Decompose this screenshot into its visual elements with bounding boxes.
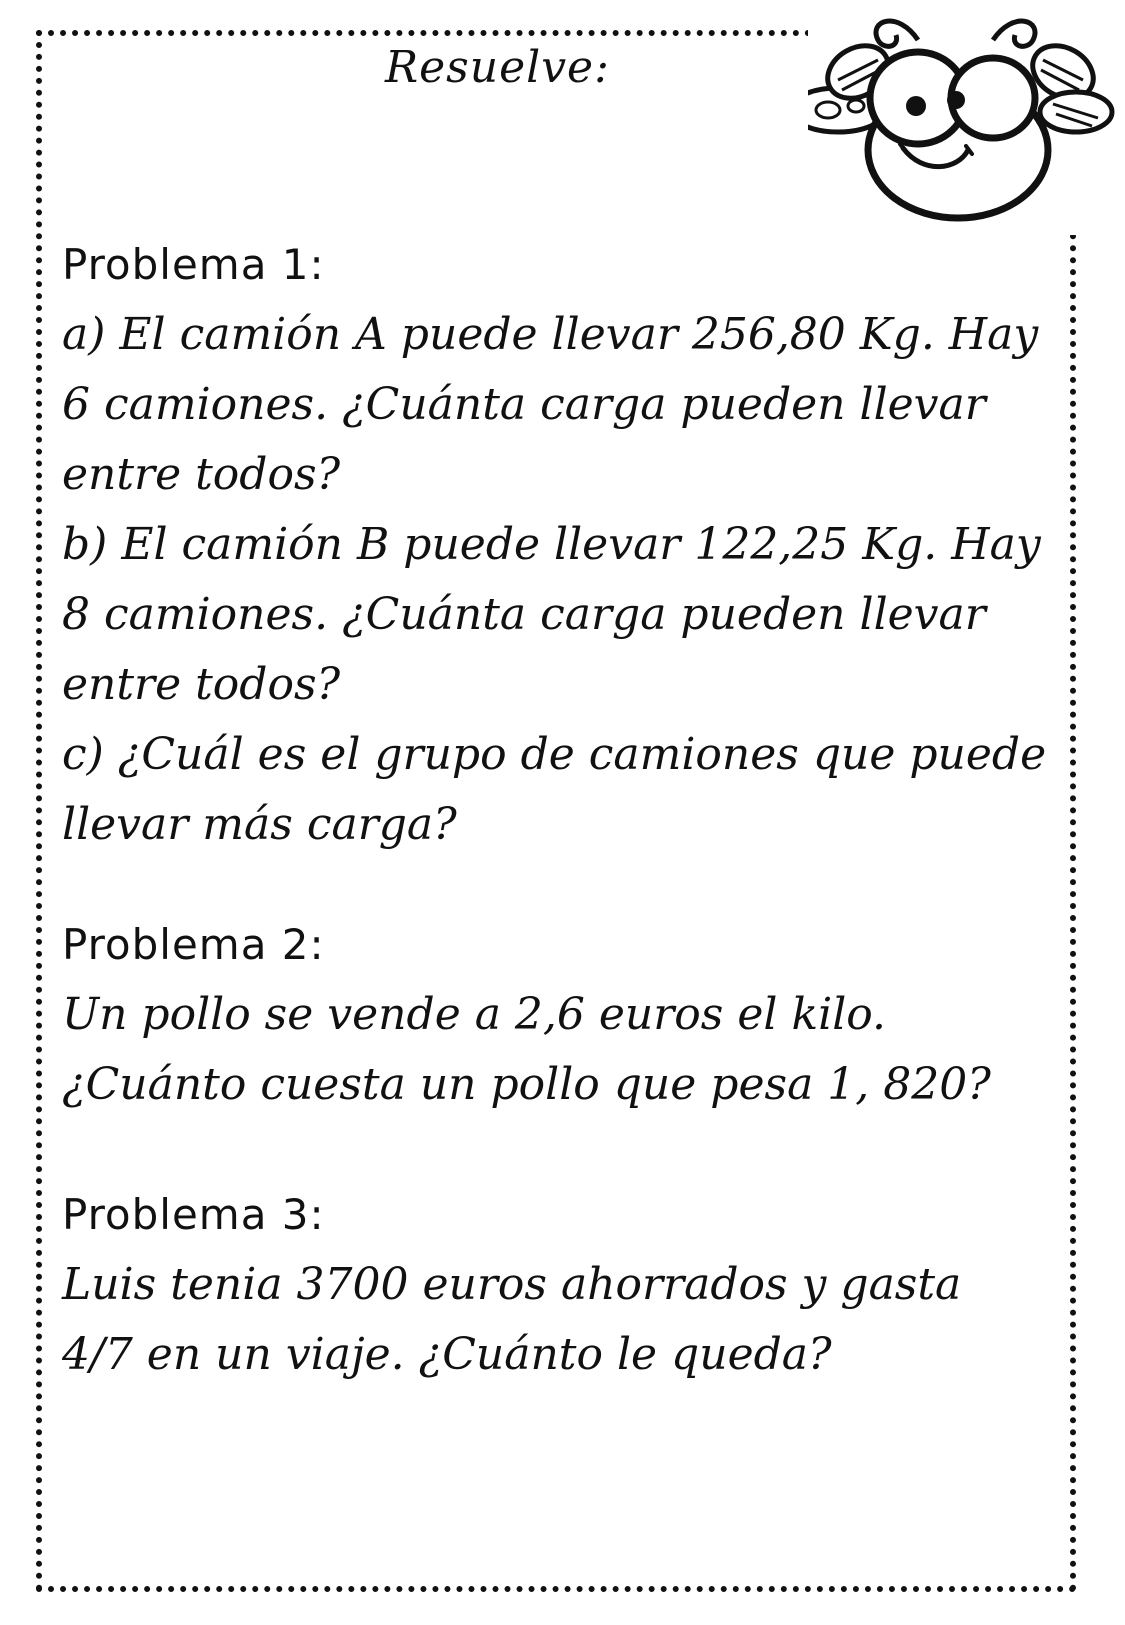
problem-1-b-line-1: b) El camión B puede llevar 122,25 Kg. Hay bbox=[62, 519, 1041, 570]
problem-2-title: Problema 2: bbox=[62, 920, 325, 969]
problem-1-c-line-1: c) ¿Cuál es el grupo de camiones que puede bbox=[62, 729, 1047, 780]
problem-1-title: Problema 1: bbox=[62, 240, 325, 289]
problem-1-b-line-3: entre todos? bbox=[62, 659, 341, 710]
problem-1-a-line-3: entre todos? bbox=[62, 449, 341, 500]
problem-2-line-2: ¿Cuánto cuesta un pollo que pesa 1, 820? bbox=[62, 1059, 991, 1110]
problem-2-block bbox=[62, 910, 1032, 1120]
problem-3-line-2: 4/7 en un viaje. ¿Cuánto le queda? bbox=[62, 1329, 832, 1380]
problem-1-a-line-1: a) El camión A puede llevar 256,80 Kg. Hay bbox=[62, 309, 1039, 360]
problem-1-b-line-2: 8 camiones. ¿Cuánta carga pueden llevar bbox=[62, 589, 986, 640]
problem-1-block bbox=[62, 230, 1047, 860]
problem-2-line-1: Un pollo se vende a 2,6 euros el kilo. bbox=[62, 989, 886, 1040]
problem-1-a-line-2: 6 camiones. ¿Cuánta carga pueden llevar bbox=[62, 379, 986, 430]
page-heading: Resuelve: bbox=[385, 42, 610, 93]
problem-1-c-line-2: llevar más carga? bbox=[62, 799, 457, 850]
bee-mascot-icon bbox=[808, 0, 1118, 235]
problem-3-line-1: Luis tenia 3700 euros ahorrados y gasta bbox=[62, 1259, 962, 1310]
problem-3-title: Problema 3: bbox=[62, 1190, 325, 1239]
problem-3-block bbox=[62, 1180, 1032, 1390]
